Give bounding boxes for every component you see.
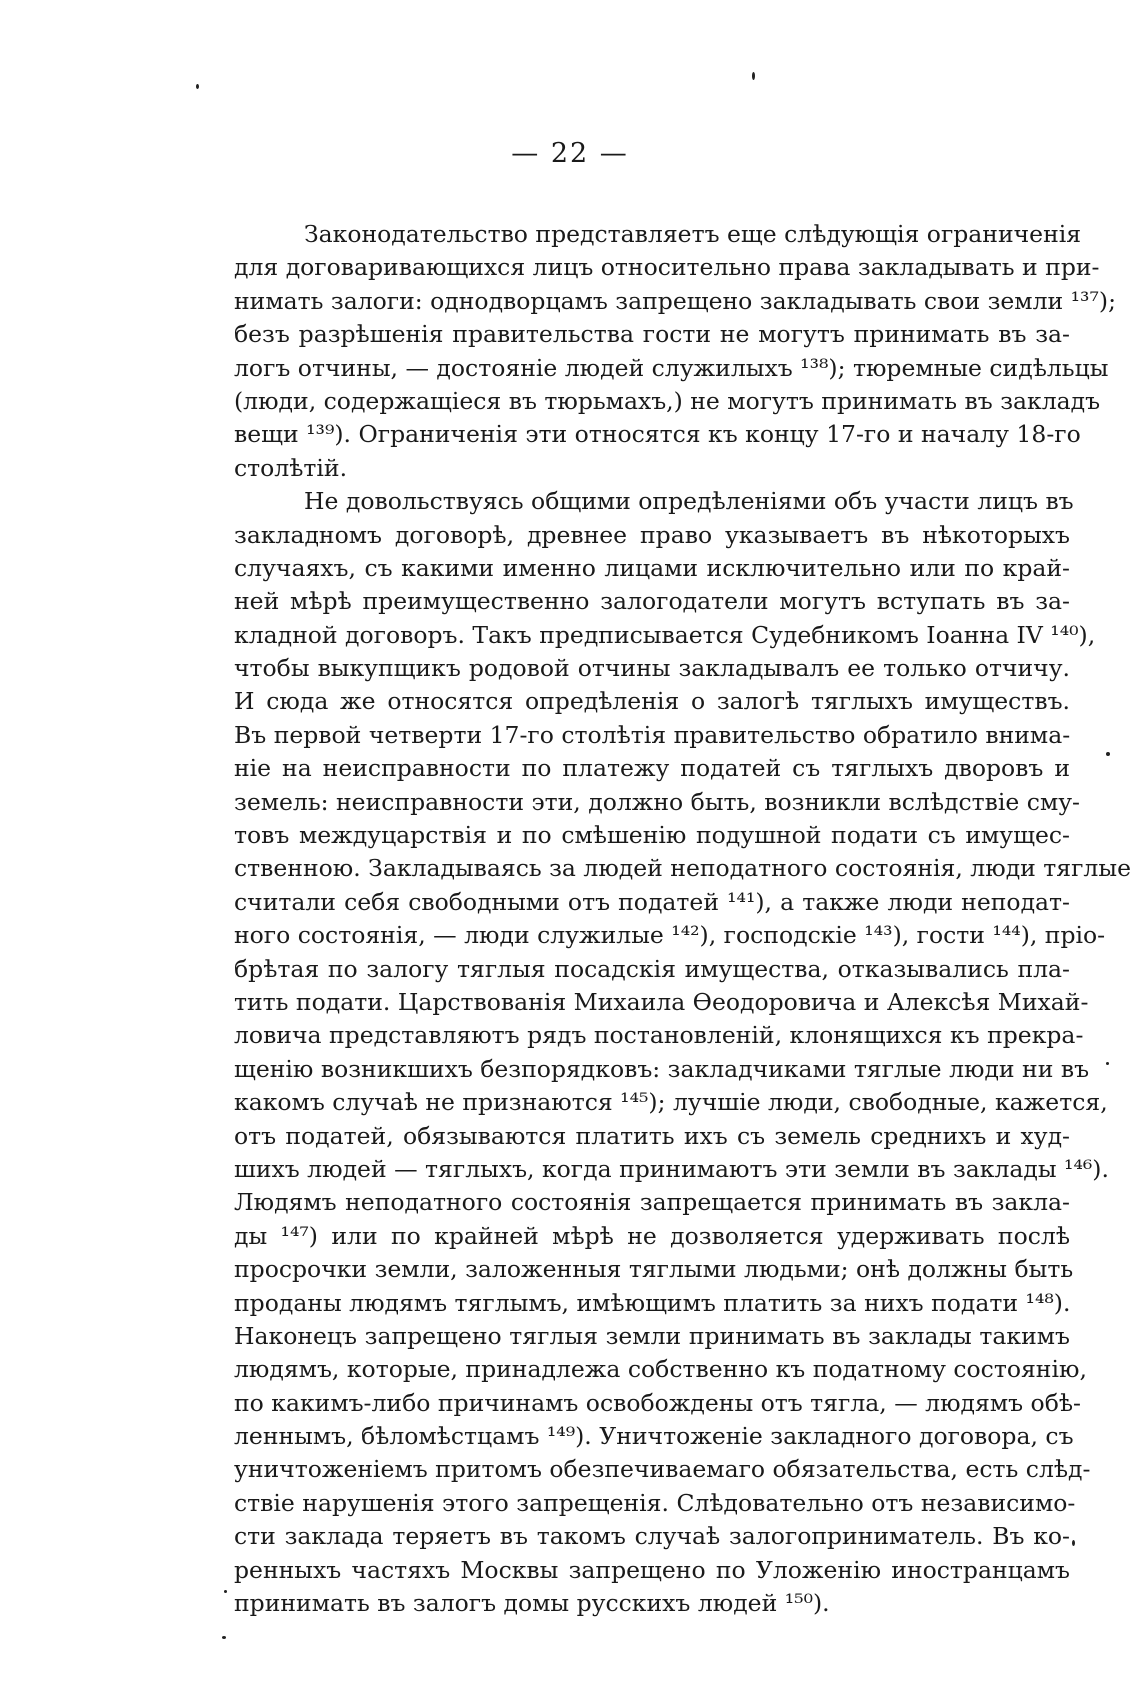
text-line: Наконецъ запрещено тяглыя земли принимать въ заклады такимъ — [234, 1321, 1070, 1350]
text-line: земель: неисправности эти, должно быть, возникли вслѣдствіе сму- — [234, 787, 1080, 816]
text-line: чтобы выкупщикъ родовой отчины закладывалъ ее только отчичу. — [234, 654, 1070, 683]
text-line: ного состоянія, — люди служилые ¹⁴²), господскіе ¹⁴³), гости ¹⁴⁴), прio- — [234, 921, 1106, 950]
text-line: Не довольствуясь общими опредѣленіями объ участи лицъ въ — [304, 487, 1074, 516]
text-line: И сюда же относятся опредѣленія о залогѣ тяглыхъ имуществъ. — [234, 687, 1070, 716]
text-line: какомъ случаѣ не признаются ¹⁴⁵); лучшіе люди, свободные, кажется, — [234, 1088, 1108, 1117]
text-line: ды ¹⁴⁷) или по крайней мѣрѣ не дозволяется удерживать послѣ — [234, 1221, 1070, 1250]
scan-speck — [222, 1636, 226, 1639]
scan-speck — [752, 72, 755, 80]
paragraph-1 — [234, 218, 1116, 485]
text-line: леннымъ, бѣломѣстцамъ ¹⁴⁹). Уничтоженіе закладного договора, съ — [234, 1422, 1074, 1451]
text-line: принимать въ залогъ домы русскихъ людей ¹⁵⁰). — [234, 1589, 830, 1618]
text-line: просрочки земли, заложенныя тяглыми людьми; онѣ должны быть — [234, 1255, 1074, 1284]
text-line: уничтоженіемъ притомъ обезпечиваемаго обязательства, есть слѣд- — [234, 1455, 1091, 1484]
text-line: нимать залоги: однодворцамъ запрещено закладывать свои земли ¹³⁷); — [234, 286, 1116, 315]
scan-speck — [1106, 1062, 1109, 1065]
text-line: кладной договоръ. Такъ предписывается Судебникомъ Іоанна IV ¹⁴⁰), — [234, 620, 1096, 649]
scan-speck — [1072, 1540, 1075, 1546]
scan-speck — [224, 1590, 227, 1593]
text-line: ствіе нарушенія этого запрещенія. Слѣдовательно отъ независимо- — [234, 1488, 1076, 1517]
text-line: товъ междуцарствія и по смѣшенію подушной подати съ имущес- — [234, 821, 1070, 850]
page-number: — 22 — — [511, 138, 629, 169]
text-line: людямъ, которые, принадлежа собственно къ податному состоянію, — [234, 1355, 1087, 1384]
text-line: тить подати. Царствованія Михаила Ѳеодоровича и Алексѣя Михай- — [234, 987, 1089, 1016]
body-text — [234, 218, 1131, 1620]
scan-speck — [196, 84, 199, 89]
text-line: логъ отчины, — достояніе людей служилыхъ ¹³⁸); тюремные сидѣльцы — [234, 353, 1109, 382]
text-line: Людямъ неподатного состоянія запрещается принимать въ закла- — [234, 1188, 1070, 1217]
text-line: столѣтій. — [234, 453, 348, 482]
text-line: безъ разрѣшенія правительства гости не могутъ принимать въ за- — [234, 320, 1070, 349]
text-line: ніе на неисправности по платежу податей съ тяглыхъ дворовъ и — [234, 754, 1070, 783]
text-line: Законодательство представляетъ еще слѣдующія ограниченія — [304, 220, 1082, 248]
text-line: ней мѣрѣ преимущественно залогодатели могутъ вступать въ за- — [234, 587, 1070, 616]
text-line: ственною. Закладываясь за людей неподатного состоянія, люди тяглые — [234, 854, 1131, 883]
paragraph-2 — [234, 485, 1131, 1620]
text-line: (люди, содержащіеся въ тюрьмахъ,) не могутъ принимать въ закладъ — [234, 386, 1101, 415]
text-line: сти заклада теряетъ въ такомъ случаѣ залогоприниматель. Въ ко- — [234, 1522, 1070, 1551]
scan-speck — [1106, 752, 1110, 756]
text-line: проданы людямъ тяглымъ, имѣющимъ платить за нихъ подати ¹⁴⁸). — [234, 1288, 1071, 1317]
text-line: для договаривающихся лицъ относительно права закладывать и при- — [234, 253, 1100, 282]
text-line: шихъ людей — тяглыхъ, когда принимаютъ эти земли въ заклады ¹⁴⁶). — [234, 1154, 1109, 1183]
text-line: ловича представляютъ рядъ постановленій, клонящихся къ прекра- — [234, 1021, 1084, 1050]
text-line: случаяхъ, съ какими именно лицами исключительно или по край- — [234, 553, 1070, 582]
text-line: щенію возникшихъ безпорядковъ: закладчиками тяглые люди ни въ — [234, 1054, 1090, 1083]
text-line: ренныхъ частяхъ Москвы запрещено по Уложенію иностранцамъ — [234, 1555, 1070, 1584]
text-line: закладномъ договорѣ, древнее право указываетъ въ нѣкоторыхъ — [234, 520, 1070, 549]
text-line: вещи ¹³⁹). Ограниченія эти относятся къ концу 17-го и началу 18-го — [234, 420, 1081, 449]
text-line: отъ податей, обязываются платить ихъ съ земель среднихъ и худ- — [234, 1121, 1070, 1150]
text-line: Въ первой четверти 17-го столѣтія правительство обратило внима- — [234, 720, 1071, 749]
text-line: считали себя свободными отъ податей ¹⁴¹), а также люди неподат- — [234, 887, 1070, 916]
text-line: по какимъ-либо причинамъ освобождены отъ тягла, — людямъ обѣ- — [234, 1388, 1081, 1417]
text-line: брѣтая по залогу тяглыя посадскія имущества, отказывались пла- — [234, 954, 1070, 983]
